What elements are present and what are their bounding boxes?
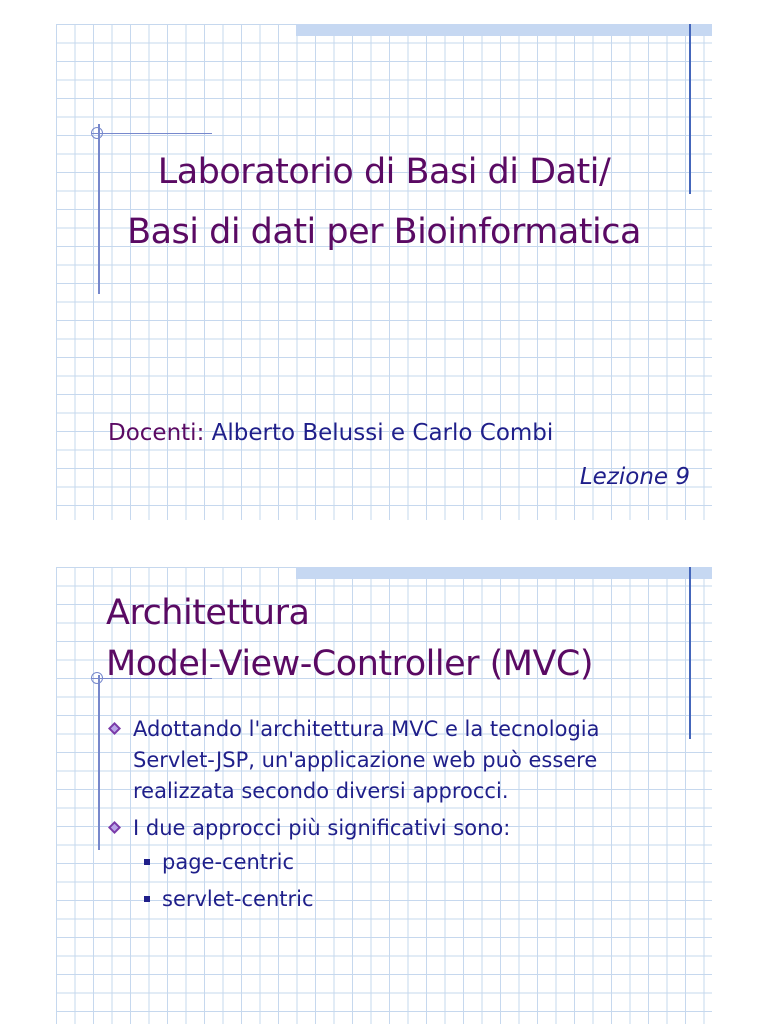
bullet-text: Adottando l'architettura MVC e la tecnologia Servlet-JSP, un'applicazione web può essere realizzata secondo diversi approcci. bbox=[133, 717, 600, 803]
lesson-number: Lezione 9 bbox=[579, 464, 690, 490]
slide-title bbox=[56, 24, 712, 520]
sub-bullet-text: servlet-centric bbox=[162, 887, 314, 911]
decorative-vertical-line-right bbox=[689, 567, 691, 739]
sub-bullet-item bbox=[144, 887, 314, 911]
slide-accent-bar bbox=[296, 24, 712, 36]
sub-bullet-item bbox=[144, 850, 294, 874]
slide-title-line-1: Laboratorio di Basi di Dati/ bbox=[157, 152, 611, 192]
slide-accent-bar bbox=[296, 567, 712, 579]
bullet-item bbox=[108, 813, 668, 844]
square-bullet-icon bbox=[144, 896, 150, 902]
slide-title-line-2: Model-View-Controller (MVC) bbox=[106, 644, 594, 684]
slide-mvc bbox=[56, 567, 712, 1024]
sub-bullet-text: page-centric bbox=[162, 850, 295, 874]
bullet-item bbox=[108, 714, 668, 807]
decorative-horizontal-line bbox=[92, 133, 212, 134]
bullet-text: I due approcci più significativi sono: bbox=[133, 816, 511, 840]
decorative-vertical-line-left bbox=[98, 124, 100, 294]
crosshair-circle-icon bbox=[91, 127, 103, 139]
decorative-vertical-line-left bbox=[98, 675, 100, 850]
docenti-names: Alberto Belussi e Carlo Combi bbox=[211, 420, 554, 446]
square-bullet-icon bbox=[144, 859, 150, 865]
docenti-label: Docenti: bbox=[108, 420, 205, 446]
diamond-bullet-icon bbox=[108, 722, 121, 735]
slide-title-line-1: Architettura bbox=[106, 593, 310, 633]
docenti-line bbox=[108, 420, 553, 446]
diamond-bullet-icon bbox=[108, 821, 121, 834]
crosshair-circle-icon bbox=[91, 672, 103, 684]
slide-title-line-2: Basi di dati per Bioinformatica bbox=[127, 212, 641, 252]
